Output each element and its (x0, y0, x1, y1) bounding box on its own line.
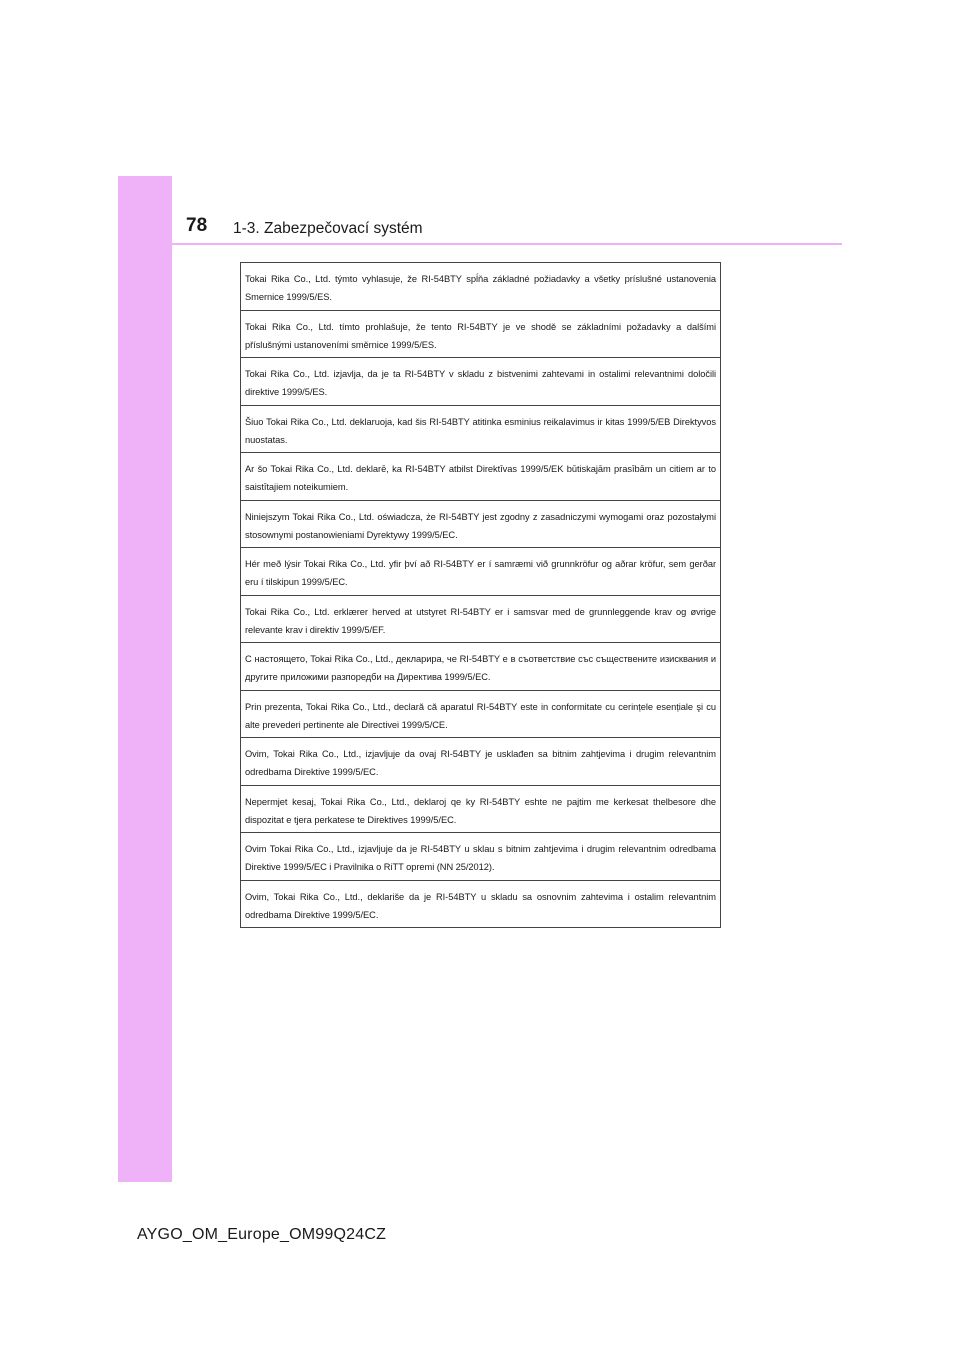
declaration-slovak: Tokai Rika Co., Ltd. týmto vyhlasuje, že RI-54BTY spĺňa základné požiadavky a všetky príslušné ustanovenia Smernice 1999/5/ES. (241, 263, 720, 311)
declaration-polish: Niniejszym Tokai Rika Co., Ltd. oświadcza, że RI-54BTY jest zgodny z zasadniczymi wymogami oraz pozostałymi stosownymi postanowieniami Dyrektywy 1999/5/EC. (241, 501, 720, 549)
document-code: AYGO_OM_Europe_OM99Q24CZ (137, 1226, 387, 1243)
declaration-norwegian: Tokai Rika Co., Ltd. erklærer herved at utstyret RI-54BTY er i samsvar med de grunnleggende krav og øvrige relevante krav i direktiv 1999/5/EF. (241, 596, 720, 644)
declaration-bulgarian: С настоящето, Tokai Rika Co., Ltd., декларира, че RI-54BTY е в съответствие със съществените изисквания и другите приложими разпоредби на Директива 1999/5/ЕС. (241, 643, 720, 691)
declaration-latvian: Ar šo Tokai Rika Co., Ltd. deklarē, ka RI-54BTY atbilst Direktīvas 1999/5/EK būtiskajām prasībām un citiem ar to saistītajiem noteikumiem. (241, 453, 720, 501)
declaration-romanian: Prin prezenta, Tokai Rika Co., Ltd., declară că aparatul RI-54BTY este in conformitate cu cerințele esențiale şi cu alte prevederi pertinente ale Directivei 1999/5/CE. (241, 691, 720, 739)
declaration-serbian: Ovim, Tokai Rika Co., Ltd., deklariše da je RI-54BTY u skladu sa osnovnim zahtevima i ostalim relevantnim odredbama Direktive 1999/5/EC. (241, 881, 720, 929)
declaration-icelandic: Hér með lýsir Tokai Rika Co., Ltd. yfir því að RI-54BTY er í samræmi við grunnkröfur og aðrar kröfur, sem gerðar eru í tilskipun 1999/5/EC. (241, 548, 720, 596)
declaration-croatian: Ovim Tokai Rika Co., Ltd., izjavljuje da je RI-54BTY u sklau s bitnim zahtjevima i drugim relevantnim odredbama Direktive 1999/5/EC i Pravilnika o RiTT opremi (NN 25/2012). (241, 833, 720, 881)
section-title: 1-3. Zabezpečovací systém (233, 220, 423, 237)
declaration-lithuanian: Šiuo Tokai Rika Co., Ltd. deklaruoja, kad šis RI-54BTY atitinka esminius reikalavimus ir kitas 1999/5/EB Direktyvos nuostatas. (241, 406, 720, 454)
declaration-slovenian: Tokai Rika Co., Ltd. izjavlja, da je ta RI-54BTY v skladu z bistvenimi zahtevami in ostalimi relevantnimi določili direktive 1999/5/ES. (241, 358, 720, 406)
declaration-czech: Tokai Rika Co., Ltd. tímto prohlašuje, že tento RI-54BTY je ve shodě se základními požadavky a dalšími příslušnými ustanoveními směrnice 1999/5/ES. (241, 311, 720, 359)
side-color-band (118, 176, 172, 1182)
declaration-bosnian: Ovim, Tokai Rika Co., Ltd., izjavljuje da ovaj RI-54BTY je usklađen sa bitnim zahtjevima i drugim relevantnim odredbama Direktive 1999/5/EC. (241, 738, 720, 786)
page-number: 78 (186, 215, 208, 236)
declaration-albanian: Nepermjet kesaj, Tokai Rika Co., Ltd., deklaroj qe ky RI-54BTY eshte ne pajtim me kerkesat thelbesore dhe dispozitat e tjera perkatese te Direktives 1999/5/EC. (241, 786, 720, 834)
header-divider (172, 243, 842, 245)
page-header (172, 176, 842, 246)
declaration-table (240, 262, 721, 928)
